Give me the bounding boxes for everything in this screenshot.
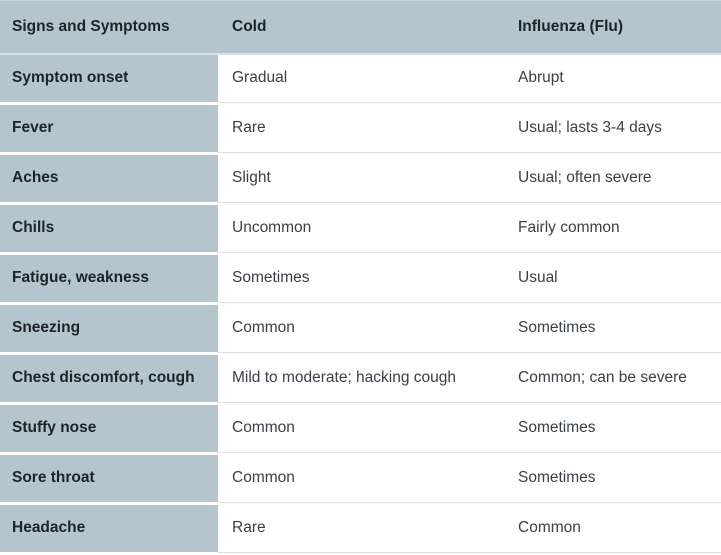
row-label: Sore throat <box>0 455 218 505</box>
flu-value: Sometimes <box>504 405 721 453</box>
row-label: Chest discomfort, cough <box>0 355 218 405</box>
cold-value: Rare <box>218 105 504 153</box>
table-row <box>0 505 721 555</box>
table-row <box>0 55 721 105</box>
row-label: Headache <box>0 505 218 555</box>
flu-value: Common <box>504 505 721 553</box>
flu-value: Sometimes <box>504 305 721 353</box>
table-row <box>0 305 721 355</box>
table-row <box>0 105 721 155</box>
cold-value: Sometimes <box>218 255 504 303</box>
table-row <box>0 205 721 255</box>
table-row <box>0 155 721 205</box>
flu-value: Usual <box>504 255 721 303</box>
table-header-row <box>0 0 721 55</box>
cold-value: Common <box>218 455 504 503</box>
flu-value: Usual; often severe <box>504 155 721 203</box>
flu-value: Abrupt <box>504 55 721 103</box>
table-body <box>0 55 721 555</box>
table-row <box>0 405 721 455</box>
row-label: Fatigue, weakness <box>0 255 218 305</box>
table-row <box>0 255 721 305</box>
cold-value: Common <box>218 405 504 453</box>
cold-value: Uncommon <box>218 205 504 253</box>
table-row <box>0 355 721 405</box>
row-label: Chills <box>0 205 218 255</box>
cold-value: Common <box>218 305 504 353</box>
row-label: Sneezing <box>0 305 218 355</box>
column-header-influenza: Influenza (Flu) <box>518 17 624 35</box>
row-label: Fever <box>0 105 218 155</box>
flu-value: Usual; lasts 3-4 days <box>504 105 721 153</box>
row-label: Stuffy nose <box>0 405 218 455</box>
row-label: Aches <box>0 155 218 205</box>
flu-value: Common; can be severe <box>504 355 721 403</box>
column-header-cold: Cold <box>232 17 267 35</box>
flu-value: Fairly common <box>504 205 721 253</box>
column-header-signs-and-symptoms: Signs and Symptoms <box>12 17 170 35</box>
cold-value: Mild to moderate; hacking cough <box>218 355 504 403</box>
cold-value: Slight <box>218 155 504 203</box>
table-row <box>0 455 721 505</box>
cold-value: Gradual <box>218 55 504 103</box>
flu-value: Sometimes <box>504 455 721 503</box>
row-label: Symptom onset <box>0 55 218 105</box>
cold-value: Rare <box>218 505 504 553</box>
